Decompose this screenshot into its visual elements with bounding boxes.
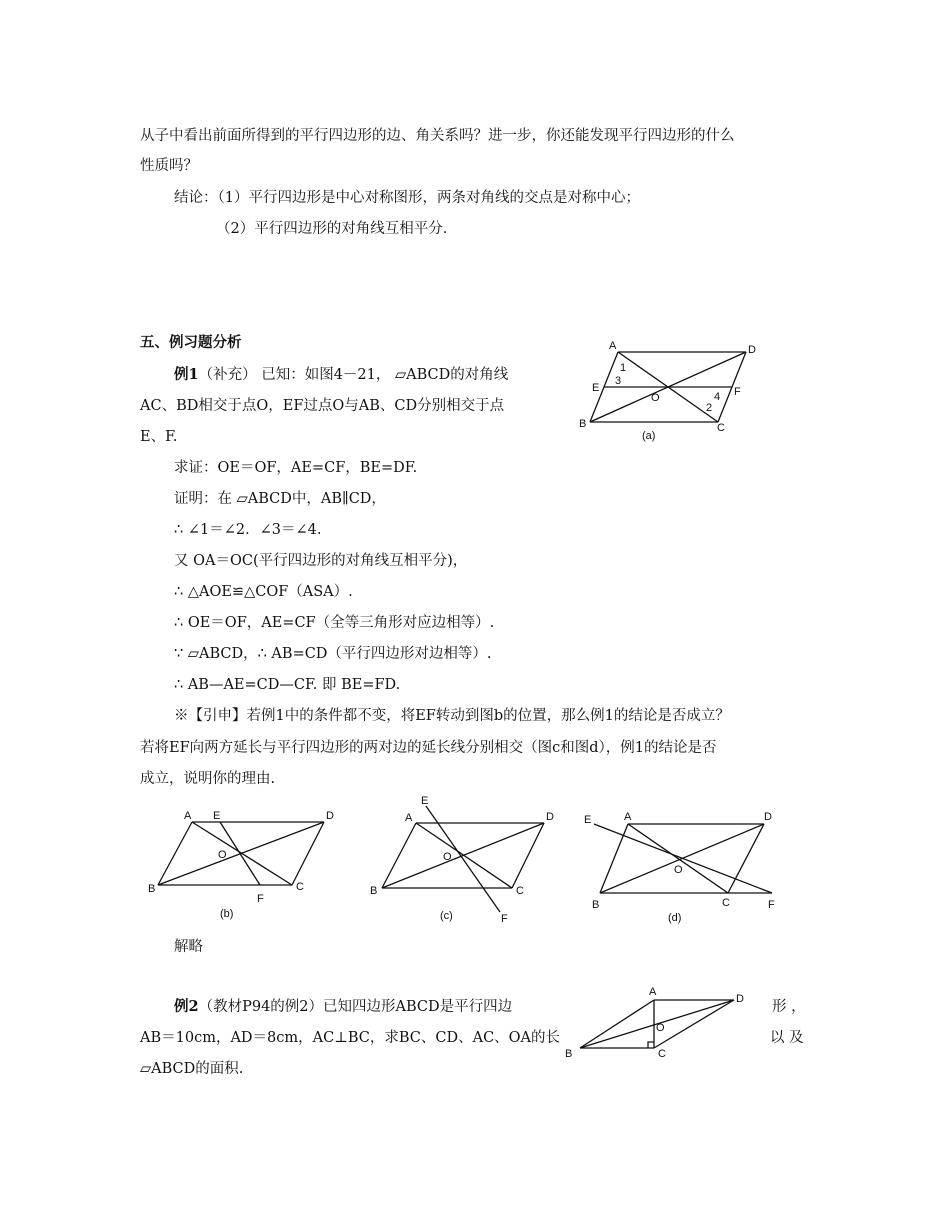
example2-line-1 — [174, 997, 512, 1017]
fig-e2-label-b: B — [565, 1048, 573, 1060]
figure-d — [580, 806, 800, 926]
fig-a-angle-2: 2 — [706, 402, 713, 414]
conclusion-2: （2）平行四边形的对角线互相平分. — [216, 221, 448, 237]
fig-e2-label-a: A — [649, 986, 657, 998]
fig-b-label-c: C — [296, 881, 304, 893]
fig-c-label-c: C — [516, 885, 524, 897]
extension-line: 成立，说明你的理由. — [140, 771, 276, 787]
fig-e2-label-o: O — [656, 1022, 665, 1034]
fig-c-label-d: D — [546, 811, 554, 823]
fig-b-label-b: B — [148, 883, 156, 895]
figure-a — [574, 336, 774, 446]
extension-line: 若将EF向两方延长与平行四边形的两对边的延长线分别相交（图c和图d），例1的结论是否 — [140, 740, 717, 756]
fig-b-side-ab — [158, 822, 192, 885]
fig-e2-side-ab — [580, 1000, 654, 1048]
fig-b-label-d: D — [326, 810, 334, 822]
fig-b-side-dc — [292, 822, 324, 885]
fig-c-diag-bd — [382, 823, 544, 888]
fig-c-label-o: O — [443, 851, 452, 863]
fig-a-angle-3: 3 — [615, 375, 622, 387]
conclusion-1: 结论：（1）平行四边形是中心对称图形，两条对角线的交点是对称中心； — [174, 190, 640, 206]
example2-label: 例2 — [174, 998, 199, 1015]
example1-line-3: E、F. — [140, 429, 178, 445]
fig-e2-right-angle-mark — [648, 1042, 654, 1048]
proof-line: ∵ ▱ABCD，∴ AB=CD（平行四边形对边相等）. — [174, 646, 492, 662]
fig-a-angle-1: 1 — [620, 362, 627, 374]
proof-line: ∴ △AOE≌△COF（ASA）. — [174, 584, 353, 600]
fig-c-side-ab — [382, 823, 416, 888]
fig-e2-label-c: C — [658, 1048, 666, 1060]
proof-line: ∴ AB—AE=CD—CF. 即 BE=FD. — [174, 677, 401, 693]
fig-a-label-f: F — [734, 386, 741, 398]
fig-c-label-f: F — [501, 913, 508, 925]
fig-a-label-e: E — [592, 382, 600, 394]
figure-b — [146, 802, 346, 924]
fig-c-label-e: E — [421, 795, 429, 807]
extension-line: ※【引申】若例1中的条件都不变，将EF转动到图b的位置，那么例1的结论是否成立？ — [174, 708, 730, 724]
prove-statement: 求证：OE＝OF，AE=CF，BE=DF. — [174, 460, 418, 476]
fig-b-label-o: O — [218, 849, 227, 861]
answer-omitted: 解略 — [174, 939, 203, 955]
fig-d-label-d: D — [764, 811, 772, 823]
proof-line: ∴ ∠1＝∠2．∠3＝∠4. — [174, 522, 322, 538]
fig-a-label-d: D — [748, 344, 756, 356]
fig-a-caption: (a) — [642, 430, 656, 442]
fig-c-label-b: B — [370, 885, 378, 897]
fig-a-angle-4: 4 — [714, 391, 721, 403]
example2-line-2: AB＝10cm，AD＝8cm，AC⊥BC，求BC、CD、AC、OA的长 — [140, 1030, 561, 1046]
fig-c-caption: (c) — [440, 910, 453, 922]
fig-d-label-e: E — [584, 814, 592, 826]
proof-line: 证明：在 ▱ABCD中，AB∥CD， — [174, 491, 386, 507]
fig-d-label-c: C — [722, 897, 730, 909]
fig-e2-side-dc — [654, 1000, 734, 1048]
fig-c-label-a: A — [405, 812, 413, 824]
figure-example2 — [560, 980, 760, 1060]
fig-d-label-f: F — [768, 899, 775, 911]
fig-b-diag-bd — [158, 822, 324, 885]
fig-b-caption: (b) — [220, 908, 234, 920]
example1-label: 例1 — [174, 366, 199, 383]
intro-line-1: 从子中看出前面所得到的平行四边形的边、角关系吗？进一步，你还能发现平行四边形的什么 — [140, 128, 735, 144]
fig-d-label-b: B — [592, 899, 600, 911]
intro-line-2: 性质吗？ — [140, 158, 198, 174]
figure-c — [366, 784, 566, 926]
proof-line: ∴ OE＝OF，AE=CF（全等三角形对应边相等）. — [174, 615, 495, 631]
proof-line: 又 OA＝OC(平行四边形的对角线互相平分)， — [174, 553, 468, 569]
fig-c-segment-ef — [426, 806, 500, 912]
example1-text-1: （补充） 已知：如图4－21， ▱ABCD的对角线 — [198, 367, 509, 383]
fig-d-diag-ac — [628, 824, 728, 893]
fig-b-label-e: E — [213, 810, 221, 822]
example2-line-2-right: 以 及 — [770, 1030, 804, 1046]
example1-line-1 — [174, 365, 508, 385]
fig-d-label-o: O — [674, 864, 683, 876]
fig-a-label-o: O — [651, 392, 660, 404]
fig-b-label-a: A — [184, 810, 192, 822]
fig-a-label-b: B — [579, 418, 587, 430]
fig-e2-label-d: D — [736, 993, 744, 1005]
fig-d-label-a: A — [624, 811, 632, 823]
fig-b-label-f: F — [257, 893, 264, 905]
section-heading: 五、例习题分析 — [140, 334, 242, 351]
example2-text-1: （教材P94的例2）已知四边形ABCD是平行四边 — [198, 999, 513, 1015]
fig-a-label-c: C — [717, 422, 725, 434]
example2-line-1-right: 形 ， — [772, 999, 806, 1015]
fig-d-caption: (d) — [668, 912, 682, 924]
fig-a-label-a: A — [609, 340, 617, 352]
example1-line-2: AC、BD相交于点O，EF过点O与AB、CD分别相交于点 — [140, 398, 505, 414]
example2-line-3: ▱ABCD的面积. — [140, 1061, 244, 1077]
fig-c-side-dc — [512, 823, 544, 888]
